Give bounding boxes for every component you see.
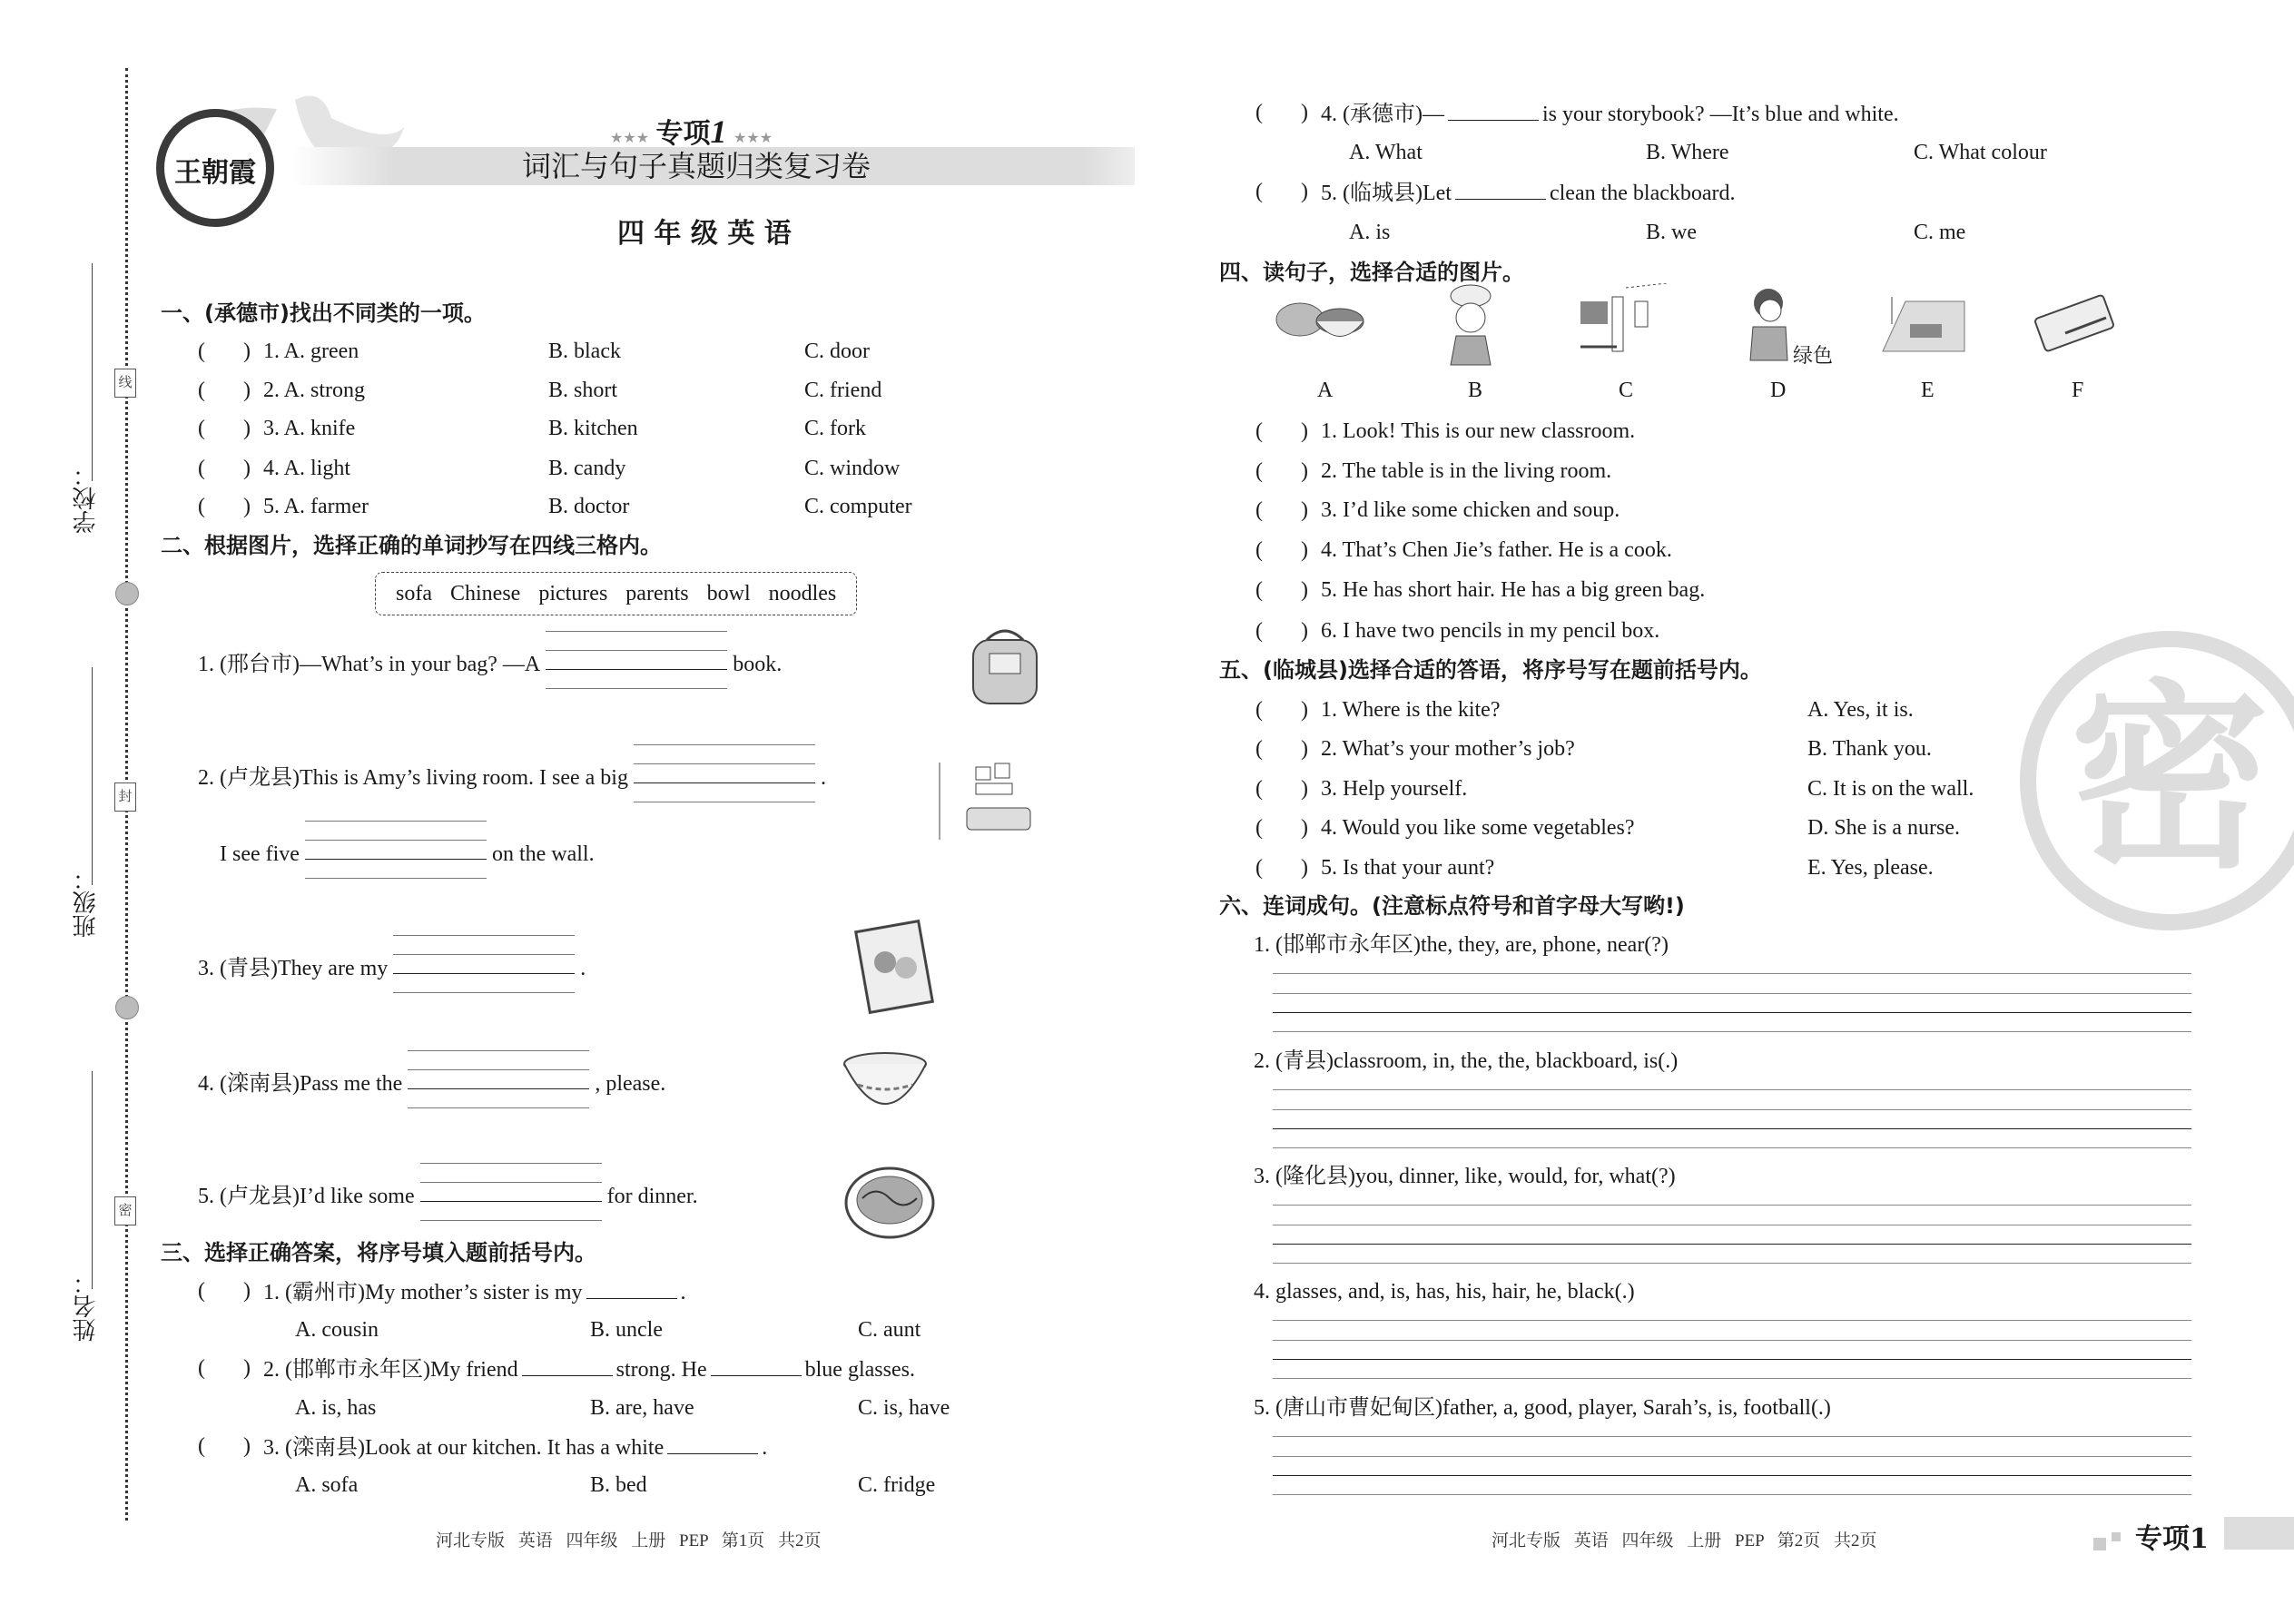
writing-line[interactable]	[1273, 1436, 2191, 1437]
word-order-prompt: 5. (唐山市曹妃甸区)father, a, good, player, Sarah’s, is, football(.)	[1254, 1396, 1831, 1420]
question-text: 5. Is that your aunt?	[1321, 856, 1495, 880]
option-c: C. fork	[804, 417, 866, 440]
brand-logo	[156, 109, 274, 227]
answer-bracket[interactable]: ( )	[1255, 419, 1308, 443]
smiley-icon	[115, 996, 139, 1019]
question-text: 2. (邯郸市永年区)My friend	[263, 1358, 518, 1382]
cook-picture	[1425, 283, 1525, 369]
question-text-after: book.	[733, 653, 783, 676]
word-order-prompt: 3. (隆化县)you, dinner, like, would, for, what(?)	[1254, 1165, 1676, 1188]
four-line-writing-grid[interactable]	[393, 953, 575, 975]
grid-line	[634, 744, 815, 745]
writing-line[interactable]	[1273, 973, 2191, 974]
question-text: 1. (邢台市)—What’s in your bag? —A	[198, 653, 541, 676]
word-bank-word: Chinese	[449, 582, 521, 605]
bowl-picture	[840, 1044, 940, 1144]
grid-line	[408, 1088, 589, 1089]
grid-line	[393, 935, 575, 936]
sentence-text: 3. I’d like some chicken and soup.	[1321, 498, 1620, 522]
grid-line	[634, 763, 815, 764]
grid-line	[546, 688, 727, 689]
four-line-writing-grid[interactable]	[546, 649, 727, 671]
name-underline	[92, 1071, 93, 1289]
question-text: .	[762, 1436, 768, 1460]
option-a: 1. A. green	[263, 340, 359, 363]
fill-in-question	[220, 839, 595, 867]
grid-line	[305, 878, 487, 879]
chicken-soup-picture	[1275, 283, 1374, 369]
writing-line[interactable]	[1273, 1475, 2191, 1476]
option-a: 2. A. strong	[263, 379, 366, 402]
option-c: C. aunt	[858, 1318, 921, 1342]
section2-heading: 二、根据图片，选择正确的单词抄写在四线三格内。	[161, 533, 662, 558]
grid-line	[420, 1220, 602, 1221]
writing-line[interactable]	[1273, 1359, 2191, 1360]
answer-blank[interactable]	[1455, 179, 1546, 200]
fill-in-question	[198, 649, 782, 677]
writing-line[interactable]	[1273, 1205, 2191, 1206]
answer-bracket[interactable]: ( )	[1255, 180, 1308, 203]
stars-left: ★★★	[610, 131, 650, 146]
answer-bracket[interactable]: ( )	[1255, 737, 1308, 761]
series-title	[610, 111, 773, 151]
fill-in-question	[198, 1181, 698, 1209]
writing-line[interactable]	[1273, 1109, 2191, 1110]
picture-label: E	[1921, 379, 1935, 402]
footer-right: 河北专版 英语 四年级 上册 PEP 第2页 共2页	[1492, 1531, 1877, 1550]
answer-bracket[interactable]: ( )	[1255, 856, 1308, 880]
section5-heading: 五、(临城县)选择合适的答语，将序号写在题前括号内。	[1219, 657, 1762, 683]
answer-blank[interactable]	[711, 1355, 802, 1376]
option-c: C. is, have	[858, 1396, 950, 1420]
answer-bracket[interactable]: ( )	[198, 340, 251, 363]
writing-line[interactable]	[1273, 1147, 2191, 1148]
answer-option: B. Thank you.	[1807, 737, 1932, 761]
picture-label: C	[1619, 379, 1634, 402]
fill-in-question	[198, 1068, 665, 1097]
option-a: A. is	[1349, 221, 1391, 244]
option-b: B. doctor	[548, 495, 630, 518]
answer-bracket[interactable]: ( )	[198, 1434, 251, 1458]
question-text-after: .	[580, 957, 586, 980]
answer-bracket[interactable]: ( )	[1255, 816, 1308, 840]
choice-question	[263, 1278, 686, 1305]
word-bank	[375, 572, 857, 615]
watermark-seal	[2020, 631, 2294, 930]
option-b: B. black	[548, 340, 621, 363]
option-b: B. uncle	[590, 1318, 663, 1342]
choice-question	[1321, 179, 1736, 206]
option-c: C. friend	[804, 379, 882, 402]
writing-line[interactable]	[1273, 1244, 2191, 1245]
answer-bracket[interactable]: ( )	[1255, 498, 1308, 522]
question-text: 2. What’s your mother’s job?	[1321, 737, 1575, 761]
logo-text: 王朝霞	[174, 157, 256, 189]
page-subtitle: 四 年 级 英 语	[617, 218, 792, 250]
corner-decoration	[2093, 1538, 2106, 1550]
class-underline	[92, 667, 93, 885]
option-b: B. bed	[590, 1473, 647, 1497]
page-title: 词汇与句子真题归类复习卷	[522, 149, 871, 183]
question-text: 3. (青县)They are my	[198, 957, 389, 980]
grid-line	[408, 1069, 589, 1070]
question-text: 4. (承德市)—	[1321, 103, 1444, 126]
footer-left: 河北专版 英语 四年级 上册 PEP 第1页 共2页	[436, 1531, 822, 1550]
answer-blank[interactable]	[586, 1278, 677, 1299]
noodles-picture	[844, 1162, 944, 1262]
four-line-writing-grid[interactable]	[305, 839, 487, 861]
four-line-writing-grid[interactable]	[408, 1068, 589, 1090]
word-order-prompt: 4. glasses, and, is, has, his, hair, he, black(.)	[1254, 1280, 1635, 1304]
question-text-after: .	[820, 766, 826, 790]
corner-band	[2224, 1517, 2294, 1550]
writing-line[interactable]	[1273, 1320, 2191, 1321]
question-text: 5. (临城县)Let	[1321, 182, 1452, 205]
option-b: B. kitchen	[548, 417, 638, 440]
answer-blank[interactable]	[667, 1433, 758, 1454]
picture-label: B	[1468, 379, 1483, 402]
question-text: clean the blackboard.	[1549, 182, 1736, 205]
sentence-text: 6. I have two pencils in my pencil box.	[1321, 619, 1660, 643]
answer-bracket[interactable]: ( )	[1255, 101, 1308, 124]
writing-line[interactable]	[1273, 1012, 2191, 1013]
grid-line	[420, 1201, 602, 1202]
grid-line	[546, 669, 727, 670]
writing-line[interactable]	[1273, 1378, 2191, 1379]
option-c: C. What colour	[1914, 141, 2047, 164]
grid-line	[408, 1107, 589, 1108]
word-bank-word: pictures	[538, 582, 608, 605]
smiley-icon	[115, 582, 139, 605]
four-line-writing-grid[interactable]	[634, 763, 815, 784]
grid-line	[393, 973, 575, 974]
question-text: 3. Help yourself.	[1321, 777, 1468, 801]
corner-decoration	[2112, 1532, 2121, 1541]
grid-line	[546, 631, 727, 632]
option-b: B. Where	[1646, 141, 1729, 164]
option-c: C. door	[804, 340, 870, 363]
fill-in-question	[198, 763, 826, 791]
writing-line[interactable]	[1273, 1089, 2191, 1090]
option-a: A. sofa	[295, 1473, 359, 1497]
watermark-char: 密	[2069, 663, 2269, 895]
word-order-prompt: 1. (邯郸市永年区)the, they, are, phone, near(?)	[1254, 933, 1669, 957]
sentence-text: 5. He has short hair. He has a big green bag.	[1321, 578, 1706, 602]
answer-bracket[interactable]: ( )	[198, 1279, 251, 1303]
choice-question	[263, 1355, 915, 1383]
question-text: I see five	[220, 842, 300, 866]
seal-mark-seal: 封	[114, 782, 136, 812]
class-label: 班级：	[73, 867, 100, 938]
grid-line	[305, 840, 487, 841]
grid-line	[393, 992, 575, 993]
answer-option: A. Yes, it is.	[1807, 698, 1914, 722]
picture-label: A	[1317, 379, 1334, 402]
writing-line[interactable]	[1273, 1494, 2191, 1495]
seal-mark-line: 线	[114, 369, 136, 398]
answer-blank[interactable]	[1448, 100, 1539, 121]
sentence-text: 4. That’s Chen Jie’s father. He is a cook.	[1321, 538, 1672, 562]
living-room-picture	[935, 758, 1035, 858]
section6-heading: 六、连词成句。(注意标点符号和首字母大写哟!)	[1219, 893, 1685, 919]
question-text-after: , please.	[595, 1072, 666, 1096]
question-text: 4. (滦南县)Pass me the	[198, 1072, 403, 1096]
option-c: C. fridge	[858, 1473, 936, 1497]
name-label: 姓名：	[73, 1271, 100, 1342]
picture-label: D	[1770, 379, 1787, 402]
school-label: 学校：	[73, 463, 100, 534]
word-order-prompt: 2. (青县)classroom, in, the, the, blackboard, is(.)	[1254, 1049, 1679, 1073]
question-text: .	[680, 1281, 686, 1304]
answer-bracket[interactable]: ( )	[198, 379, 251, 402]
answer-bracket[interactable]: ( )	[198, 495, 251, 518]
writing-line[interactable]	[1273, 1263, 2191, 1264]
picture-caption: 绿色	[1793, 344, 1834, 367]
grid-line	[546, 650, 727, 651]
answer-bracket[interactable]: ( )	[1255, 538, 1308, 562]
living-room-picture	[1878, 283, 1978, 369]
grid-line	[420, 1163, 602, 1164]
option-b: B. are, have	[590, 1396, 694, 1420]
pencil-box-picture	[2029, 283, 2129, 369]
answer-bracket[interactable]: ( )	[1255, 777, 1308, 801]
option-c: C. me	[1914, 221, 1966, 244]
question-text: blue glasses.	[804, 1358, 915, 1382]
option-a: 5. A. farmer	[263, 495, 369, 518]
question-text-after: for dinner.	[606, 1185, 698, 1208]
question-text: 4. Would you like some vegetables?	[1321, 816, 1635, 840]
section4-heading: 四、读句子，选择合适的图片。	[1219, 260, 1524, 285]
sentence-text: 1. Look! This is our new classroom.	[1321, 419, 1636, 443]
grid-line	[408, 1050, 589, 1051]
sentence-text: 2. The table is in the living room.	[1321, 459, 1612, 483]
answer-option: E. Yes, please.	[1807, 856, 1934, 880]
four-line-writing-grid[interactable]	[420, 1181, 602, 1203]
answer-bracket[interactable]: ( )	[1255, 619, 1308, 643]
option-b: B. we	[1646, 221, 1697, 244]
option-a: 3. A. knife	[263, 417, 356, 440]
option-a: 4. A. light	[263, 457, 351, 480]
corner-label: 专项1	[2135, 1523, 2209, 1555]
grid-line	[393, 954, 575, 955]
question-text: is your storybook? —It’s blue and white.	[1541, 103, 1899, 126]
writing-line[interactable]	[1273, 1340, 2191, 1341]
question-text-after: on the wall.	[491, 842, 595, 866]
grid-line	[420, 1182, 602, 1183]
answer-bracket[interactable]: ( )	[198, 417, 251, 440]
grid-line	[305, 859, 487, 860]
writing-line[interactable]	[1273, 1128, 2191, 1129]
question-text: 5. (卢龙县)I’d like some	[198, 1185, 415, 1208]
word-bank-word: bowl	[706, 582, 751, 605]
question-text: 1. (霸州市)My mother’s sister is my	[263, 1281, 583, 1304]
answer-option: C. It is on the wall.	[1807, 777, 1974, 801]
grid-line	[305, 821, 487, 822]
series-label: 专项	[655, 118, 711, 150]
answer-bracket[interactable]: ( )	[198, 457, 251, 480]
schoolbag-picture	[964, 626, 1064, 726]
word-bank-word: noodles	[768, 582, 837, 605]
answer-bracket[interactable]: ( )	[1255, 578, 1308, 602]
school-underline	[92, 263, 93, 481]
writing-line[interactable]	[1273, 1456, 2191, 1457]
option-b: B. candy	[548, 457, 626, 480]
option-a: A. is, has	[295, 1396, 377, 1420]
answer-bracket[interactable]: ( )	[198, 1356, 251, 1380]
question-text: 2. (卢龙县)This is Amy’s living room. I see a big	[198, 766, 628, 790]
option-a: A. What	[1349, 141, 1423, 164]
classroom-picture	[1576, 283, 1676, 369]
fill-in-question	[198, 953, 586, 981]
choice-question	[1321, 100, 1899, 127]
answer-bracket[interactable]: ( )	[1255, 459, 1308, 483]
option-c: C. computer	[804, 495, 912, 518]
question-text: 1. Where is the kite?	[1321, 698, 1501, 722]
question-text: strong. He	[615, 1358, 707, 1382]
answer-bracket[interactable]: ( )	[1255, 698, 1308, 722]
option-b: B. short	[548, 379, 618, 402]
picture-label: F	[2072, 379, 2084, 402]
word-bank-word: parents	[625, 582, 689, 605]
grid-line	[634, 782, 815, 783]
section1-heading: 一、(承德市)找出不同类的一项。	[161, 300, 486, 326]
stars-right: ★★★	[733, 131, 773, 146]
option-c: C. window	[804, 457, 901, 480]
seal-mark-secret: 密	[114, 1196, 136, 1225]
writing-line[interactable]	[1273, 993, 2191, 994]
option-a: A. cousin	[295, 1318, 379, 1342]
word-bank-word: sofa	[396, 582, 432, 605]
answer-blank[interactable]	[522, 1355, 613, 1376]
choice-question	[263, 1433, 767, 1461]
family-photo-picture	[853, 917, 953, 1017]
section3-heading: 三、选择正确答案，将序号填入题前括号内。	[161, 1240, 596, 1265]
question-text: 3. (滦南县)Look at our kitchen. It has a white	[263, 1436, 665, 1460]
writing-line[interactable]	[1273, 1031, 2191, 1032]
series-number: 1	[710, 113, 727, 150]
answer-option: D. She is a nurse.	[1807, 816, 1960, 840]
